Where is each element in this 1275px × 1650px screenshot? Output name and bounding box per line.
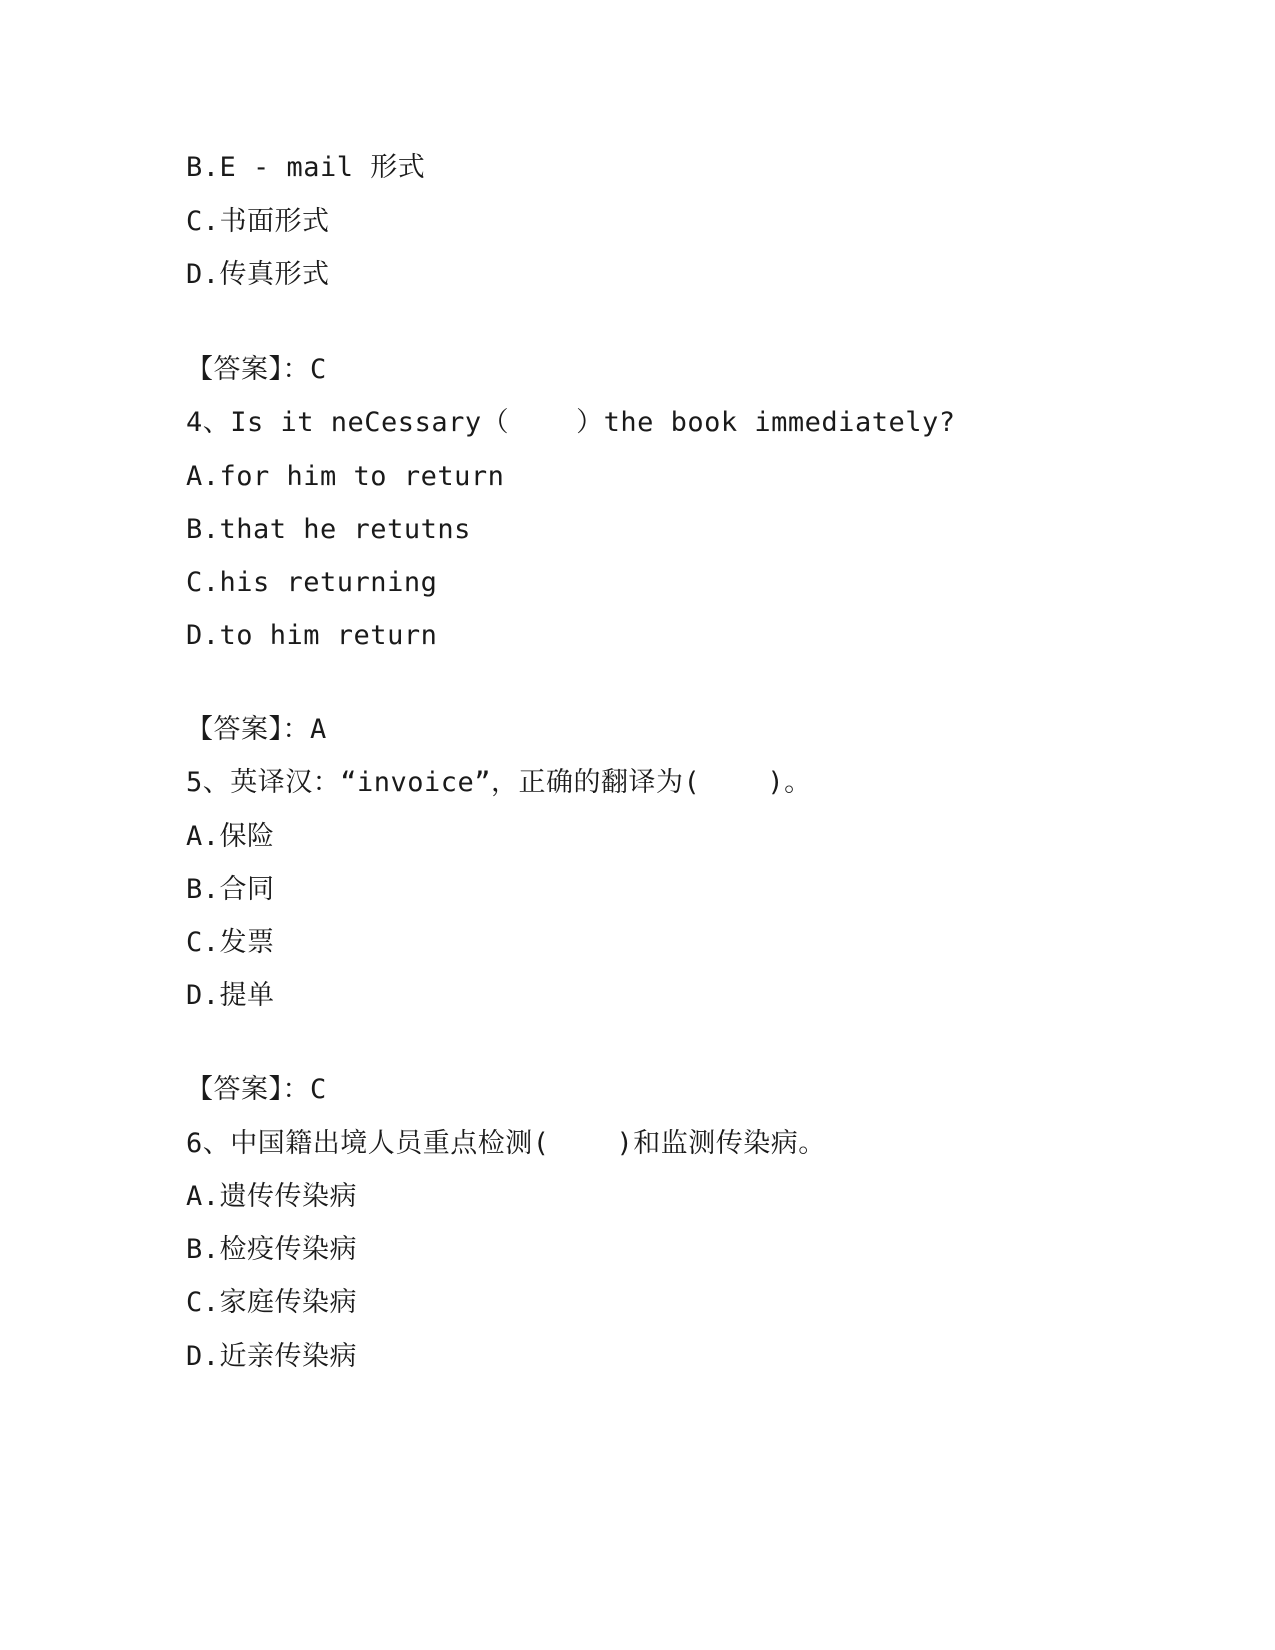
q5-stem: 5、英译汉：“invoice”，正确的翻译为( )。	[186, 767, 812, 798]
q6-option-c: C.家庭传染病	[186, 1287, 358, 1318]
q6-stem: 6、中国籍出境人员重点检测( )和监测传染病。	[186, 1128, 826, 1159]
q6-option-a: A.遗传传染病	[186, 1181, 358, 1212]
q4-option-d: D.to him return	[186, 620, 438, 651]
q4-stem: 4、Is it neCessary（ ）the book immediately?	[186, 407, 956, 438]
q3-answer: 【答案】：C	[186, 354, 327, 385]
q5-option-b: B.合同	[186, 874, 275, 905]
q5-option-a: A.保险	[186, 821, 275, 852]
q4-option-b: B.that he retutns	[186, 514, 471, 545]
q5-option-c: C.发票	[186, 927, 275, 958]
q3-option-c: C.书面形式	[186, 206, 330, 237]
q4-option-c: C.his returning	[186, 567, 438, 598]
q5-answer: 【答案】：C	[186, 1074, 327, 1105]
q6-option-d: D.近亲传染病	[186, 1341, 358, 1372]
q3-option-d: D.传真形式	[186, 259, 330, 290]
q5-option-d: D.提单	[186, 980, 275, 1011]
q4-answer: 【答案】：A	[186, 714, 327, 745]
q4-option-a: A.for him to return	[186, 461, 505, 492]
q3-option-b: B.E - mail 形式	[186, 152, 426, 183]
q6-option-b: B.检疫传染病	[186, 1234, 358, 1265]
